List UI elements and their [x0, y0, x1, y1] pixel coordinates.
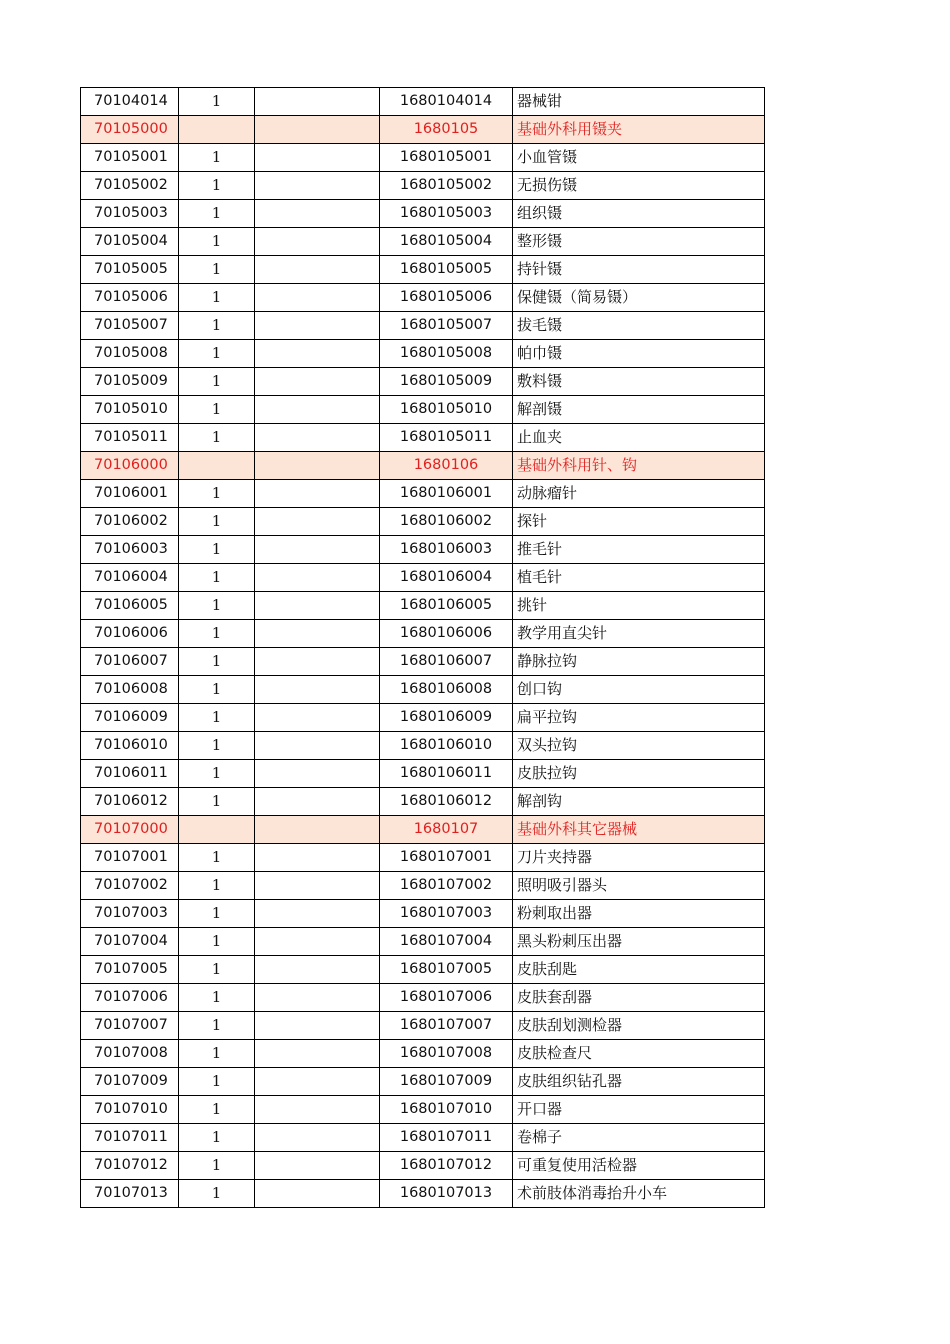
quantity-cell[interactable]: 1	[179, 984, 255, 1012]
item-name-cell[interactable]: 探针	[513, 508, 765, 536]
quantity-cell[interactable]: 1	[179, 144, 255, 172]
item-name-cell[interactable]: 持针镊	[513, 256, 765, 284]
catalog-code-cell[interactable]: 1680105004	[380, 228, 513, 256]
code-cell[interactable]: 70106004	[81, 564, 179, 592]
table-row	[81, 88, 765, 116]
note-cell[interactable]	[255, 88, 380, 116]
note-cell[interactable]	[255, 312, 380, 340]
note-cell[interactable]	[255, 1068, 380, 1096]
item-name-cell[interactable]: 解剖镊	[513, 396, 765, 424]
table-row	[81, 480, 765, 508]
table-row	[81, 956, 765, 984]
note-cell[interactable]	[255, 760, 380, 788]
note-cell[interactable]	[255, 1180, 380, 1208]
quantity-cell[interactable]: 1	[179, 1012, 255, 1040]
catalog-code-cell[interactable]: 1680105006	[380, 284, 513, 312]
code-cell[interactable]: 70106012	[81, 788, 179, 816]
catalog-code-cell[interactable]: 1680105011	[380, 424, 513, 452]
catalog-code-cell[interactable]: 1680107010	[380, 1096, 513, 1124]
category-row	[81, 452, 765, 480]
quantity-cell[interactable]: 1	[179, 676, 255, 704]
code-cell[interactable]: 70107013	[81, 1180, 179, 1208]
code-cell[interactable]: 70106008	[81, 676, 179, 704]
catalog-code-cell[interactable]: 1680106003	[380, 536, 513, 564]
table-row	[81, 1068, 765, 1096]
note-cell[interactable]	[255, 872, 380, 900]
item-name-cell[interactable]: 皮肤套刮器	[513, 984, 765, 1012]
note-cell[interactable]	[255, 648, 380, 676]
note-cell[interactable]	[255, 592, 380, 620]
item-name-cell[interactable]: 敷料镊	[513, 368, 765, 396]
data-table	[80, 87, 765, 1208]
code-cell[interactable]: 70107005	[81, 956, 179, 984]
code-cell[interactable]: 70105011	[81, 424, 179, 452]
catalog-code-cell[interactable]: 1680107007	[380, 1012, 513, 1040]
catalog-code-cell[interactable]: 1680106011	[380, 760, 513, 788]
note-cell[interactable]	[255, 844, 380, 872]
quantity-cell[interactable]: 1	[179, 368, 255, 396]
item-name-cell[interactable]: 基础外科用镊夹	[513, 116, 765, 144]
table-row	[81, 564, 765, 592]
table-row	[81, 284, 765, 312]
note-cell[interactable]	[255, 368, 380, 396]
quantity-cell[interactable]: 1	[179, 872, 255, 900]
note-cell[interactable]	[255, 928, 380, 956]
quantity-cell[interactable]: 1	[179, 620, 255, 648]
note-cell[interactable]	[255, 228, 380, 256]
item-name-cell[interactable]: 照明吸引器头	[513, 872, 765, 900]
note-cell[interactable]	[255, 1124, 380, 1152]
quantity-cell[interactable]: 1	[179, 564, 255, 592]
quantity-cell[interactable]: 1	[179, 1096, 255, 1124]
catalog-code-cell[interactable]: 1680106	[380, 452, 513, 480]
quantity-cell[interactable]: 1	[179, 1124, 255, 1152]
quantity-cell[interactable]: 1	[179, 844, 255, 872]
table-row	[81, 592, 765, 620]
item-name-cell[interactable]: 基础外科用针、钩	[513, 452, 765, 480]
quantity-cell[interactable]: 1	[179, 732, 255, 760]
code-cell[interactable]: 70105003	[81, 200, 179, 228]
note-cell[interactable]	[255, 396, 380, 424]
code-cell[interactable]: 70107012	[81, 1152, 179, 1180]
note-cell[interactable]	[255, 116, 380, 144]
item-name-cell[interactable]: 皮肤刮划测检器	[513, 1012, 765, 1040]
item-name-cell[interactable]: 可重复使用活检器	[513, 1152, 765, 1180]
table-row	[81, 368, 765, 396]
catalog-code-cell[interactable]: 1680105002	[380, 172, 513, 200]
item-name-cell[interactable]: 挑针	[513, 592, 765, 620]
catalog-code-cell[interactable]: 1680107002	[380, 872, 513, 900]
code-cell[interactable]: 70106007	[81, 648, 179, 676]
item-name-cell[interactable]: 组织镊	[513, 200, 765, 228]
item-name-cell[interactable]: 无损伤镊	[513, 172, 765, 200]
code-cell[interactable]: 70105001	[81, 144, 179, 172]
note-cell[interactable]	[255, 788, 380, 816]
table-row	[81, 676, 765, 704]
table-body	[81, 88, 765, 1208]
code-cell[interactable]: 70106009	[81, 704, 179, 732]
note-cell[interactable]	[255, 1040, 380, 1068]
item-name-cell[interactable]: 卷棉子	[513, 1124, 765, 1152]
item-name-cell[interactable]: 推毛针	[513, 536, 765, 564]
table-row	[81, 172, 765, 200]
catalog-code-cell[interactable]: 1680107001	[380, 844, 513, 872]
quantity-cell[interactable]: 1	[179, 788, 255, 816]
quantity-cell[interactable]	[179, 816, 255, 844]
note-cell[interactable]	[255, 508, 380, 536]
catalog-code-cell[interactable]: 1680107011	[380, 1124, 513, 1152]
code-cell[interactable]: 70107000	[81, 816, 179, 844]
item-name-cell[interactable]: 帕巾镊	[513, 340, 765, 368]
note-cell[interactable]	[255, 256, 380, 284]
quantity-cell[interactable]: 1	[179, 312, 255, 340]
table-row	[81, 844, 765, 872]
code-cell[interactable]: 70107003	[81, 900, 179, 928]
table-row	[81, 928, 765, 956]
quantity-cell[interactable]: 1	[179, 956, 255, 984]
code-cell[interactable]: 70105005	[81, 256, 179, 284]
note-cell[interactable]	[255, 144, 380, 172]
table-row	[81, 228, 765, 256]
table-row	[81, 1152, 765, 1180]
table-row	[81, 704, 765, 732]
quantity-cell[interactable]: 1	[179, 1040, 255, 1068]
note-cell[interactable]	[255, 172, 380, 200]
table-row	[81, 508, 765, 536]
table-row	[81, 424, 765, 452]
quantity-cell[interactable]: 1	[179, 592, 255, 620]
table-row	[81, 144, 765, 172]
item-name-cell[interactable]: 器械钳	[513, 88, 765, 116]
category-row	[81, 816, 765, 844]
code-cell[interactable]: 70107009	[81, 1068, 179, 1096]
quantity-cell[interactable]: 1	[179, 704, 255, 732]
code-cell[interactable]: 70106001	[81, 480, 179, 508]
code-cell[interactable]: 70105009	[81, 368, 179, 396]
quantity-cell[interactable]: 1	[179, 396, 255, 424]
table-row	[81, 340, 765, 368]
quantity-cell[interactable]: 1	[179, 648, 255, 676]
code-cell[interactable]: 70106003	[81, 536, 179, 564]
code-cell[interactable]: 70105006	[81, 284, 179, 312]
table-row	[81, 620, 765, 648]
note-cell[interactable]	[255, 956, 380, 984]
table-row	[81, 1124, 765, 1152]
table-row	[81, 1096, 765, 1124]
note-cell[interactable]	[255, 816, 380, 844]
code-cell[interactable]: 70106002	[81, 508, 179, 536]
note-cell[interactable]	[255, 200, 380, 228]
item-name-cell[interactable]: 刀片夹持器	[513, 844, 765, 872]
catalog-code-cell[interactable]: 1680107008	[380, 1040, 513, 1068]
item-name-cell[interactable]: 双头拉钩	[513, 732, 765, 760]
code-cell[interactable]: 70107011	[81, 1124, 179, 1152]
catalog-code-cell[interactable]: 1680107003	[380, 900, 513, 928]
note-cell[interactable]	[255, 732, 380, 760]
catalog-code-cell[interactable]: 1680107013	[380, 1180, 513, 1208]
item-name-cell[interactable]: 静脉拉钩	[513, 648, 765, 676]
code-cell[interactable]: 70105002	[81, 172, 179, 200]
catalog-code-cell[interactable]: 1680106004	[380, 564, 513, 592]
item-name-cell[interactable]: 保健镊（简易镊）	[513, 284, 765, 312]
catalog-code-cell[interactable]: 1680107006	[380, 984, 513, 1012]
catalog-code-cell[interactable]: 1680106007	[380, 648, 513, 676]
table-row	[81, 396, 765, 424]
item-name-cell[interactable]: 止血夹	[513, 424, 765, 452]
quantity-cell[interactable]: 1	[179, 508, 255, 536]
quantity-cell[interactable]: 1	[179, 88, 255, 116]
quantity-cell[interactable]: 1	[179, 172, 255, 200]
item-name-cell[interactable]: 皮肤刮匙	[513, 956, 765, 984]
item-name-cell[interactable]: 黑头粉刺压出器	[513, 928, 765, 956]
catalog-code-cell[interactable]: 1680105003	[380, 200, 513, 228]
item-name-cell[interactable]: 粉刺取出器	[513, 900, 765, 928]
code-cell[interactable]: 70107004	[81, 928, 179, 956]
catalog-code-cell[interactable]: 1680105010	[380, 396, 513, 424]
quantity-cell[interactable]: 1	[179, 340, 255, 368]
code-cell[interactable]: 70107008	[81, 1040, 179, 1068]
catalog-code-cell[interactable]: 1680107	[380, 816, 513, 844]
item-name-cell[interactable]: 基础外科其它器械	[513, 816, 765, 844]
item-name-cell[interactable]: 扁平拉钩	[513, 704, 765, 732]
code-cell[interactable]: 70105008	[81, 340, 179, 368]
note-cell[interactable]	[255, 480, 380, 508]
item-name-cell[interactable]: 皮肤组织钻孔器	[513, 1068, 765, 1096]
catalog-code-cell[interactable]: 1680106010	[380, 732, 513, 760]
item-name-cell[interactable]: 拔毛镊	[513, 312, 765, 340]
item-name-cell[interactable]: 术前肢体消毒抬升小车	[513, 1180, 765, 1208]
table-row	[81, 312, 765, 340]
table-row	[81, 536, 765, 564]
code-cell[interactable]: 70105007	[81, 312, 179, 340]
table-row	[81, 900, 765, 928]
note-cell[interactable]	[255, 704, 380, 732]
catalog-code-cell[interactable]: 1680104014	[380, 88, 513, 116]
quantity-cell[interactable]: 1	[179, 1068, 255, 1096]
catalog-code-cell[interactable]: 1680107012	[380, 1152, 513, 1180]
quantity-cell[interactable]	[179, 452, 255, 480]
code-cell[interactable]: 70107007	[81, 1012, 179, 1040]
quantity-cell[interactable]: 1	[179, 536, 255, 564]
note-cell[interactable]	[255, 1012, 380, 1040]
catalog-code-cell[interactable]: 1680106002	[380, 508, 513, 536]
table-row	[81, 984, 765, 1012]
quantity-cell[interactable]: 1	[179, 228, 255, 256]
table-row	[81, 788, 765, 816]
catalog-code-cell[interactable]: 1680106006	[380, 620, 513, 648]
catalog-code-cell[interactable]: 1680106005	[380, 592, 513, 620]
table-row	[81, 1040, 765, 1068]
code-cell[interactable]: 70107001	[81, 844, 179, 872]
item-name-cell[interactable]: 创口钩	[513, 676, 765, 704]
catalog-code-cell[interactable]: 1680106009	[380, 704, 513, 732]
note-cell[interactable]	[255, 984, 380, 1012]
item-name-cell[interactable]: 教学用直尖针	[513, 620, 765, 648]
quantity-cell[interactable]: 1	[179, 200, 255, 228]
item-name-cell[interactable]: 皮肤检查尺	[513, 1040, 765, 1068]
note-cell[interactable]	[255, 1096, 380, 1124]
catalog-code-cell[interactable]: 1680105007	[380, 312, 513, 340]
category-row	[81, 116, 765, 144]
catalog-code-cell[interactable]: 1680105009	[380, 368, 513, 396]
quantity-cell[interactable]: 1	[179, 1152, 255, 1180]
code-cell[interactable]: 70104014	[81, 88, 179, 116]
code-cell[interactable]: 70105004	[81, 228, 179, 256]
item-name-cell[interactable]: 植毛针	[513, 564, 765, 592]
note-cell[interactable]	[255, 284, 380, 312]
quantity-cell[interactable]: 1	[179, 424, 255, 452]
code-cell[interactable]: 70106000	[81, 452, 179, 480]
quantity-cell[interactable]: 1	[179, 900, 255, 928]
quantity-cell[interactable]: 1	[179, 480, 255, 508]
item-name-cell[interactable]: 皮肤拉钩	[513, 760, 765, 788]
code-cell[interactable]: 70106011	[81, 760, 179, 788]
item-name-cell[interactable]: 整形镊	[513, 228, 765, 256]
item-name-cell[interactable]: 小血管镊	[513, 144, 765, 172]
note-cell[interactable]	[255, 536, 380, 564]
table-row	[81, 872, 765, 900]
note-cell[interactable]	[255, 340, 380, 368]
note-cell[interactable]	[255, 620, 380, 648]
catalog-code-cell[interactable]: 1680105	[380, 116, 513, 144]
table-row	[81, 256, 765, 284]
note-cell[interactable]	[255, 452, 380, 480]
catalog-code-cell[interactable]: 1680105005	[380, 256, 513, 284]
item-name-cell[interactable]: 解剖钩	[513, 788, 765, 816]
quantity-cell[interactable]: 1	[179, 284, 255, 312]
table-row	[81, 1180, 765, 1208]
catalog-code-cell[interactable]: 1680107009	[380, 1068, 513, 1096]
code-cell[interactable]: 70107006	[81, 984, 179, 1012]
code-cell[interactable]: 70105000	[81, 116, 179, 144]
note-cell[interactable]	[255, 424, 380, 452]
note-cell[interactable]	[255, 900, 380, 928]
code-cell[interactable]: 70106006	[81, 620, 179, 648]
catalog-code-cell[interactable]: 1680107005	[380, 956, 513, 984]
code-cell[interactable]: 70106010	[81, 732, 179, 760]
quantity-cell[interactable]: 1	[179, 928, 255, 956]
quantity-cell[interactable]: 1	[179, 256, 255, 284]
quantity-cell[interactable]: 1	[179, 760, 255, 788]
catalog-code-cell[interactable]: 1680106008	[380, 676, 513, 704]
catalog-code-cell[interactable]: 1680106001	[380, 480, 513, 508]
note-cell[interactable]	[255, 676, 380, 704]
catalog-code-cell[interactable]: 1680106012	[380, 788, 513, 816]
note-cell[interactable]	[255, 564, 380, 592]
catalog-code-cell[interactable]: 1680105001	[380, 144, 513, 172]
item-name-cell[interactable]: 动脉瘤针	[513, 480, 765, 508]
code-cell[interactable]: 70107010	[81, 1096, 179, 1124]
code-cell[interactable]: 70106005	[81, 592, 179, 620]
note-cell[interactable]	[255, 1152, 380, 1180]
table-row	[81, 760, 765, 788]
catalog-code-cell[interactable]: 1680107004	[380, 928, 513, 956]
catalog-code-cell[interactable]: 1680105008	[380, 340, 513, 368]
code-cell[interactable]: 70105010	[81, 396, 179, 424]
code-cell[interactable]: 70107002	[81, 872, 179, 900]
quantity-cell[interactable]: 1	[179, 1180, 255, 1208]
quantity-cell[interactable]	[179, 116, 255, 144]
table-row	[81, 732, 765, 760]
table-row	[81, 648, 765, 676]
table-row	[81, 200, 765, 228]
table-row	[81, 1012, 765, 1040]
item-name-cell[interactable]: 开口器	[513, 1096, 765, 1124]
